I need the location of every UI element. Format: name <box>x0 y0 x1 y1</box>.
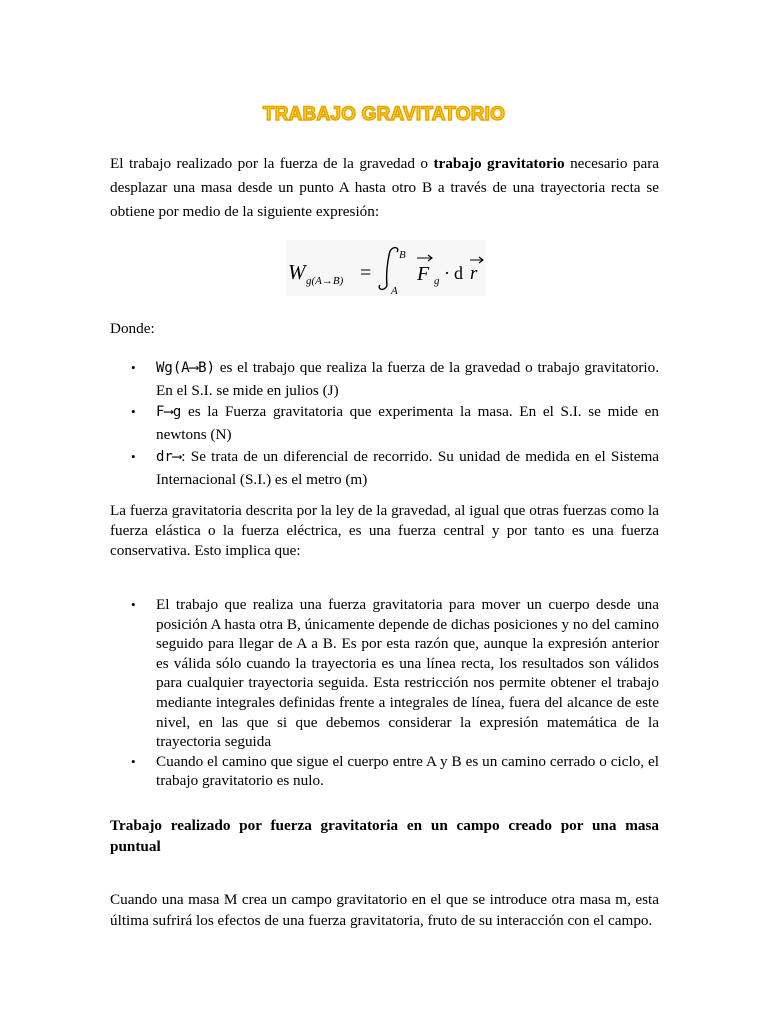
formula-w-subscript: g(A→B) <box>306 275 344 287</box>
list-item <box>110 595 659 752</box>
donde-label: Donde: <box>110 320 155 337</box>
implications-list <box>110 595 659 791</box>
list-item <box>110 357 659 401</box>
work-formula <box>286 240 486 296</box>
intro-text-after: necesario para desplazar una masa desde un punto A hasta otro B a través de una trayectoria recta se obtiene por medio de la siguiente expresión: <box>110 155 659 220</box>
definition-text: : Se trata de un diferencial de recorrido. Su unidad de medida en el Sistema Internacional (S.I.) es el metro (m) <box>156 447 659 488</box>
bullet-icon: • <box>131 597 136 612</box>
section-heading <box>110 815 659 857</box>
definition-symbol: F⟶g <box>156 404 182 421</box>
bullet-icon: • <box>131 360 136 375</box>
formula-equals: = <box>360 262 372 284</box>
definition-text: es el trabajo que realiza la fuerza de la gravedad o trabajo gravitatorio. En el S.I. se mide en julios (J) <box>156 359 659 399</box>
section-heading-line1: Trabajo realizado por fuerza gravitatoria en un campo creado por una masa <box>110 817 659 834</box>
definition-symbol: Wg(A⟶B) <box>156 360 216 376</box>
bullet-icon: • <box>131 753 136 769</box>
bullet-icon: • <box>131 404 136 420</box>
integral-lower-limit: A <box>391 285 398 296</box>
implication-text: Cuando el camino que sigue el cuerpo entre A y B es un camino cerrado o ciclo, el trabajo gravitatorio es nulo. <box>156 752 659 790</box>
force-vector-arrow <box>417 255 432 261</box>
point-mass-paragraph: Cuando una masa M crea un campo gravitatorio en el que se introduce otra masa m, esta última sufrirá los efectos de una fuerza gravitatoria, fruto de su interacción con el campo. <box>110 891 659 929</box>
definitions-list <box>110 357 659 490</box>
intro-bold-term: trabajo gravitatorio <box>433 155 565 172</box>
page-title: TRABAJO GRAVITATORIO <box>262 104 506 125</box>
formula-force-subscript: g <box>434 275 440 287</box>
formula-force: F <box>417 263 430 285</box>
integral-upper-limit: B <box>399 249 406 261</box>
formula-dot: · <box>444 263 450 283</box>
list-item <box>110 401 659 445</box>
implication-text: El trabajo que realiza una fuerza gravitatoria para mover un cuerpo desde una posición A hasta otra B, únicamente depende de dichas posiciones y no del camino seguido para llegar de A a B. Es por esta razón que, aunque la expresión anterior es válida sólo cuando la trayectoria es una línea recta, los resultados son válidos para cualquier trayectoria seguida. Esta restricción nos permite obtener el trabajo mediante integrales definidas frente a integrales de línea, fuera del alcance de este nivel, en las que si que debemos considerar la expresión matemática de la trayectoria seguida <box>156 596 659 751</box>
formula-r: r <box>470 263 478 284</box>
intro-paragraph <box>110 152 659 224</box>
section-heading-line2: puntual <box>110 838 161 855</box>
definition-text: es la Fuerza gravitatoria que experimenta la masa. En el S.I. se mide en newtons (N) <box>156 403 659 444</box>
work-formula-svg <box>286 240 486 296</box>
bullet-icon: • <box>131 448 136 464</box>
list-item <box>110 752 659 791</box>
list-item <box>110 446 659 490</box>
intro-text-before: El trabajo realizado por la fuerza de la gravedad o <box>110 155 434 172</box>
integral-sign <box>379 248 398 290</box>
conservative-force-paragraph: La fuerza gravitatoria descrita por la ley de la gravedad, al igual que otras fuerzas como la fuerza elástica o la fuerza eléctrica, es una fuerza central y por tanto es una fuerza conservativa. Esto implica que: <box>110 502 659 559</box>
formula-d: d <box>454 263 463 283</box>
definition-symbol: dr⟶ <box>156 448 182 465</box>
formula-w: W <box>288 260 306 284</box>
